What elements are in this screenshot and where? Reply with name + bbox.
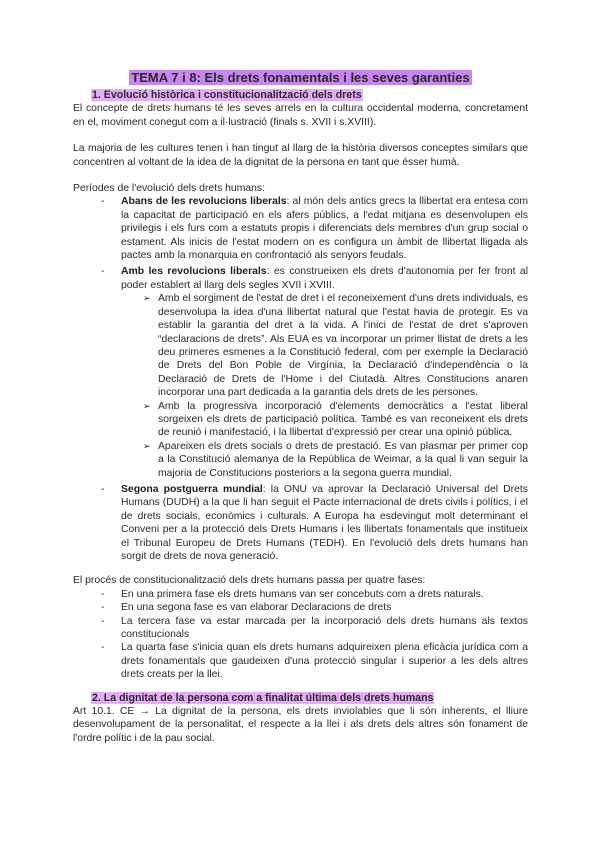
periods-list (73, 195, 528, 563)
section-1-heading (91, 89, 528, 102)
phase-item: - En una primera fase els drets humans van ser concebuts com a drets naturals. (97, 588, 528, 601)
phases-list (73, 588, 528, 682)
section-2-heading (91, 692, 528, 705)
section-1-para-2: La majoria de les cultures tenen i han tingut al llarg de la història diversos conceptes similars que concentren al voltant de la idea de la dignitat de la persona en tant que ésser humà. (73, 143, 528, 168)
period-term: Segona postguerra mundial (121, 483, 263, 495)
period-item (97, 483, 528, 563)
period-term: Amb les revolucions liberals (121, 266, 267, 278)
phases-intro: El procés de constitucionalització dels drets humans passa per quatre fases: (73, 575, 426, 587)
phase-item: - La tercera fase va estar marcada per la incorporació dels drets humans als textos constitucionals (97, 615, 528, 642)
section-1-heading-text: 1. Evolució històrica i constitucionalització dels drets (92, 89, 362, 101)
document-title (73, 70, 528, 86)
subitem: ➢ Apareixen els drets socials o drets de prestació. Es van plasmar per primer cop a la Constitució alemanya de la República de Weimar, a la qual li van seguir la majoria de Constitucions posteriors a la segona guerra mundial. (143, 440, 528, 480)
document-page (73, 70, 528, 745)
subitem: ➢ Amb la progressiva incorporació d'elements democràtics a l'estat liberal sorgeixen els drets de participació política. També es van reconeixent els drets de reunió i manifestació, i la llibertat d'expressió per crear una opinió pública. (143, 400, 528, 440)
period-term: Abans de les revolucions liberals (121, 196, 287, 208)
period-text: : al món dels antics grecs la llibertat era entesa com la capacitat de participació en els afers públics, a l'edat mitjana es desenvolupen els privilegis i els furs com a estatuts propis i diferenciats dels membres d'un grup social o estament. Als inicis de l'estat modern on es configura un àmbit de llibertat lligada als pactes amb la monarquia en confrontació als senyors feudals. (121, 196, 528, 262)
liberal-subitems (121, 292, 528, 480)
section-1-para-1: El concepte de drets humans té les seves arrels en la cultura occidental moderna, concretament en el, moviment conegut com a il·lustració (finals s. XVII i s.XVIII). (73, 103, 528, 128)
title-highlight: TEMA 7 i 8: Els drets fonamentals i les seves garanties (131, 70, 470, 85)
period-item (97, 195, 528, 262)
phase-item: - La quarta fase s'inicia quan els drets humans adquireixen plena eficàcia jurídica com a drets fonamentals que gaudeixen d'una protecció singular i superior a les dels altres drets creats per la llei. (97, 641, 528, 681)
period-text: : la ONU va aprovar la Declaració Universal del Drets Humans (DUDH) a la que li han seguit el Pacte internacional de drets civils i polítics, i el de drets socials, econòmics i culturals. A Europa ha esdevingut molt determinant el Conveni per a la protecció dels Drets Humans i les llibertats fonamentals que institueix el Tribunal Europeu de Drets Humans (TEDH). En l'evolució dels drets humans han sorgit de drets de nova generació. (121, 483, 528, 562)
section-2-heading-text: 2. La dignitat de la persona com a finalitat última dels drets humans (92, 691, 434, 704)
subitem: ➢ Amb el sorgiment de l'estat de dret i el reconeixement d'uns drets individuals, es desenvolupa la idea d'una llibertat natural que l'estat havia de protegir. Es va establir la garantia del dret a la vida. A l'inici de l'estat de dret s'aproven “declaracions de drets”. Als EUA es va incorporar un primer llistat de drets a les deu primeres esmenes a la Constitució federal, com per exemple la Declaració de Drets del Bon Poble de Virgínia, la Declaració d'independència o la Declaració de Drets de l'Home i del Ciutadà. Altres Constitucions anaren incorporar una part dedicada a la garantia dels drets de les persones. (143, 292, 528, 399)
period-item (97, 265, 528, 480)
phase-item: - En una segona fase es van elaborar Declaracions de drets (97, 601, 528, 614)
section-2-para: Art 10.1. CE → La dignitat de la persona, els drets inviolables que li són inherents, el lliure desenvolupament de la personalitat, el respecte a la llei i als drets dels altres són fonament de l'ordre polític i de la pau social. (73, 706, 528, 744)
period-text: : es construeixen els drets d'autonomia per fer front al poder establert al llarg dels segles XVII i XVIII. (121, 266, 529, 291)
periods-intro: Períodes de l'evolució dels drets humans: (73, 183, 266, 195)
